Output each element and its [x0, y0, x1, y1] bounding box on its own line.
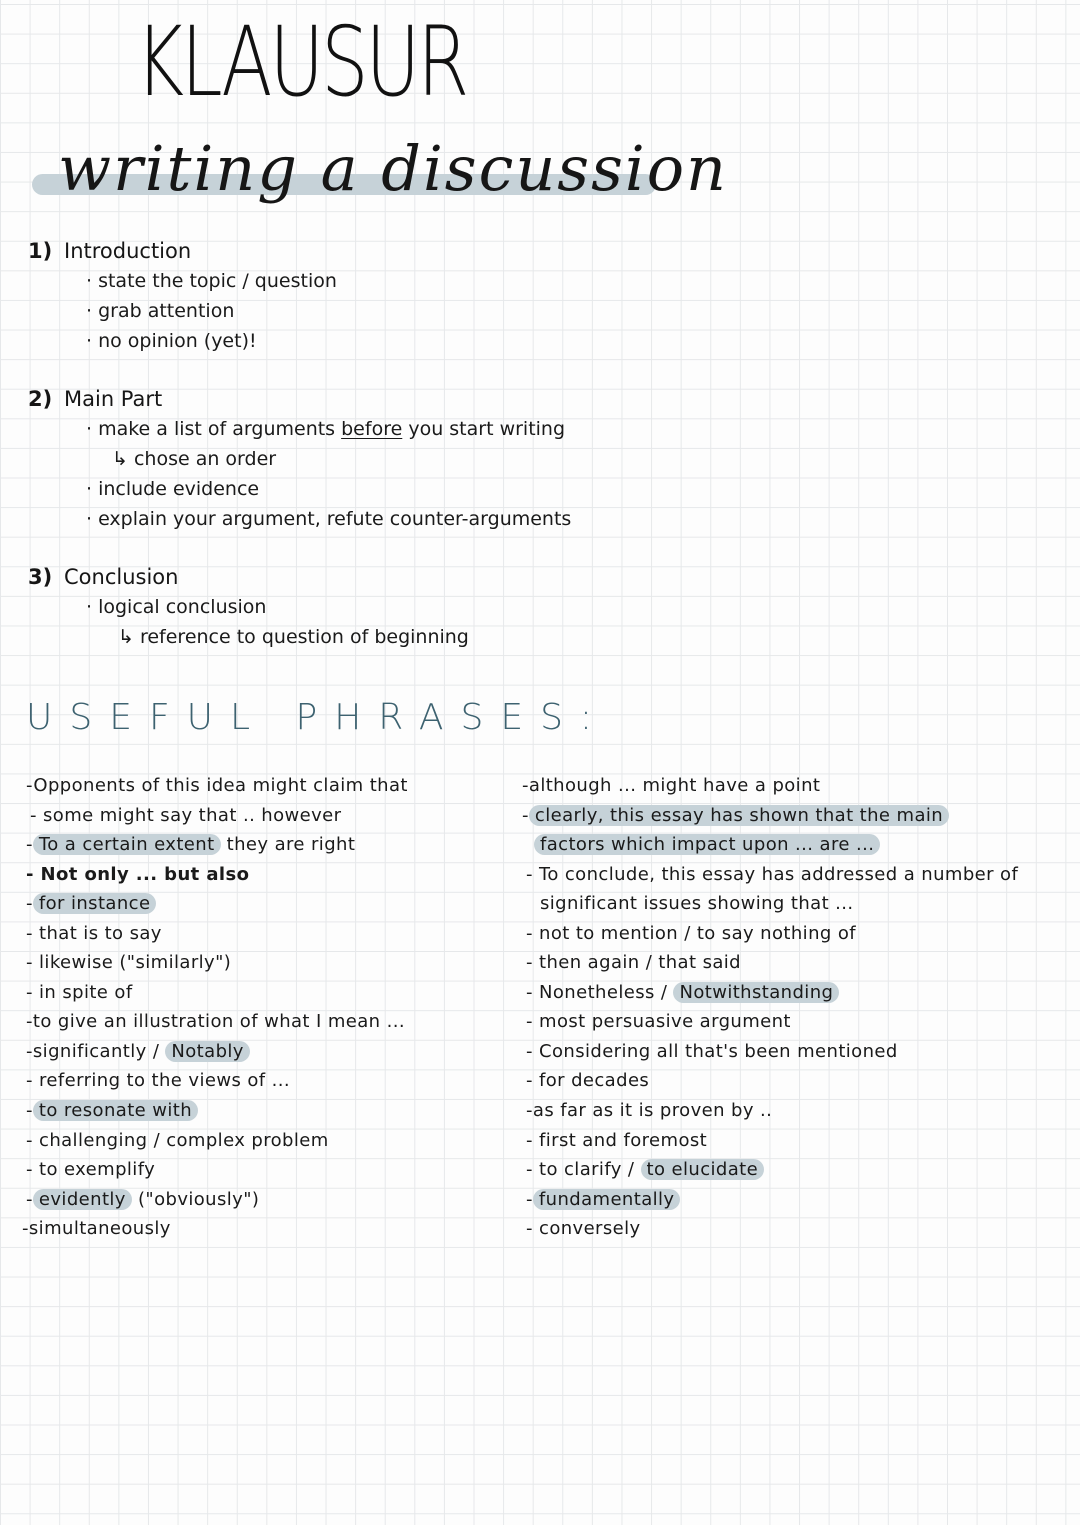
phrase-dash: -: [26, 1189, 33, 1210]
phrase-left: [26, 1039, 250, 1065]
phrase-right: [522, 803, 949, 829]
intro-bullet: · state the topic / question: [86, 270, 337, 292]
conclusion-bullet: · logical conclusion: [86, 596, 267, 618]
highlighted-phrase: fundamentally: [533, 1189, 681, 1210]
phrase-left: -to give an illustration of what I mean ...: [26, 1011, 405, 1032]
section-title: Main Part: [64, 387, 163, 411]
highlighted-phrase: for instance: [33, 893, 157, 914]
phrase-left: [26, 1098, 198, 1124]
phrase-left: - likewise ("similarly"): [26, 952, 232, 973]
phrase-left: - challenging / complex problem: [26, 1130, 329, 1151]
bullet-text: you start writing: [408, 418, 566, 440]
page-subtitle: writing a discussion: [58, 132, 728, 205]
main-part-bullet: · explain your argument, refute counter-arguments: [86, 508, 572, 530]
phrase-right: - conversely: [526, 1218, 641, 1239]
section-number: 3): [28, 565, 53, 589]
phrase-left: -Opponents of this idea might claim that: [26, 775, 408, 796]
phrase-text: - Nonetheless /: [526, 982, 674, 1003]
phrase-right: - then again / that said: [526, 952, 742, 973]
phrase-left: - referring to the views of ...: [26, 1070, 290, 1091]
phrase-text: -significantly /: [26, 1041, 166, 1062]
bullet-text: · make a list of arguments: [86, 418, 336, 440]
phrase-dash: -: [26, 893, 33, 914]
phrase-text: ("obviously"): [131, 1189, 260, 1210]
phrase-right: - for decades: [526, 1070, 650, 1091]
phrase-left: - some might say that .. however: [30, 805, 342, 826]
phrase-left: - that is to say: [26, 923, 162, 944]
phrase-right: - first and foremost: [526, 1130, 708, 1151]
section-title: Conclusion: [64, 565, 179, 589]
phrase-left: [26, 832, 355, 858]
highlighted-phrase: to resonate with: [33, 1100, 198, 1121]
intro-bullet: · no opinion (yet)!: [86, 330, 257, 352]
highlighted-phrase: clearly, this essay has shown that the main: [529, 805, 949, 826]
highlighted-phrase: to elucidate: [641, 1159, 765, 1180]
phrase-dash: -: [26, 834, 33, 855]
phrase-left: - in spite of: [26, 982, 133, 1003]
highlighted-phrase: Notwithstanding: [673, 982, 839, 1003]
phrase-right: - To conclude, this essay has addressed a number of: [526, 864, 1019, 885]
phrase-dash: -: [26, 1100, 33, 1121]
intro-bullet: · grab attention: [86, 300, 235, 322]
section-introduction-heading: [28, 237, 191, 265]
phrase-dash: -: [522, 805, 529, 826]
phrase-right: - not to mention / to say nothing of: [526, 923, 856, 944]
phrase-left: [26, 1187, 259, 1213]
highlighted-phrase: Notably: [165, 1041, 249, 1062]
section-number: 2): [28, 387, 53, 411]
phrase-right: significant issues showing that ...: [540, 893, 854, 914]
phrase-dash: -: [526, 1189, 533, 1210]
phrase-left: - to exemplify: [26, 1159, 156, 1180]
conclusion-sub-bullet: ↳ reference to question of beginning: [118, 626, 469, 648]
phrase-right: -although ... might have a point: [522, 775, 821, 796]
phrase-right: -as far as it is proven by ..: [526, 1100, 773, 1121]
phrase-left: - Not only ... but also: [26, 864, 250, 885]
section-main-part-heading: [28, 385, 162, 413]
phrase-right: [526, 980, 839, 1006]
main-part-bullet: · include evidence: [86, 478, 260, 500]
main-part-bullet: [86, 415, 565, 443]
highlighted-phrase: factors which impact upon ... are ...: [534, 834, 880, 855]
highlighted-phrase: evidently: [33, 1189, 132, 1210]
underlined-word: before: [341, 418, 403, 440]
phrase-right: [526, 1187, 680, 1213]
phrase-right: - most persuasive argument: [526, 1011, 791, 1032]
section-number: 1): [28, 239, 53, 263]
phrase-right: [526, 1157, 764, 1183]
main-part-sub-bullet: ↳ chose an order: [112, 448, 277, 470]
phrase-left: -simultaneously: [22, 1218, 171, 1239]
phrase-right: [534, 832, 880, 858]
useful-phrases-heading: USEFUL PHRASES:: [26, 697, 610, 738]
section-conclusion-heading: [28, 563, 178, 591]
page-title: KLAUSUR: [135, 6, 467, 118]
phrase-text: they are right: [220, 834, 356, 855]
phrase-right: - Considering all that's been mentioned: [526, 1041, 898, 1062]
phrase-left: [26, 891, 156, 917]
section-title: Introduction: [64, 239, 192, 263]
phrase-text: - to clarify /: [526, 1159, 641, 1180]
highlighted-phrase: To a certain extent: [33, 834, 221, 855]
